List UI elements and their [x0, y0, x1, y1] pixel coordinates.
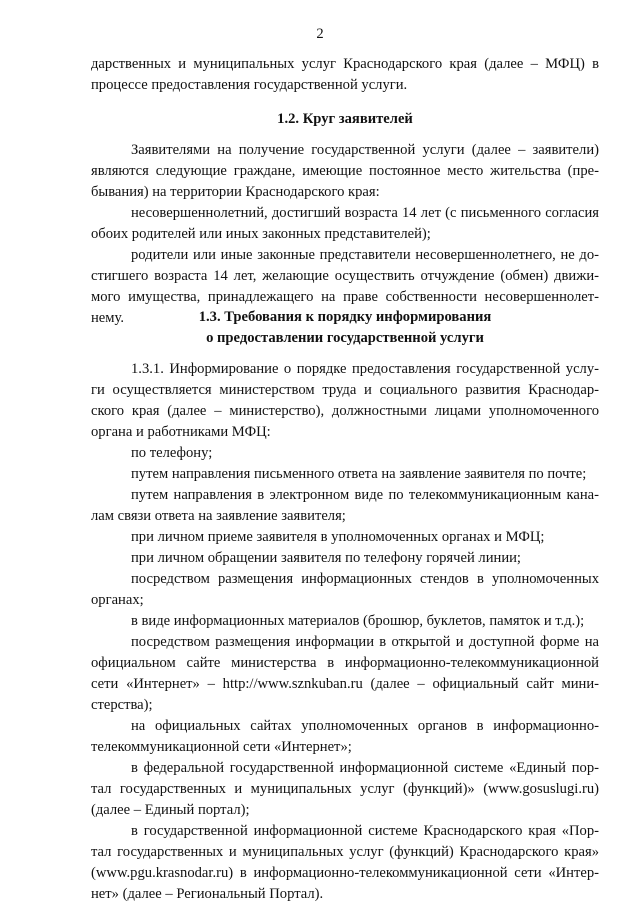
text-line: (www.pgu.krasnodar.ru) в информационно-телекоммуникационной сети «Интер- [91, 865, 599, 881]
text-line: при личном приеме заявителя в уполномоченных органах и МФЦ; [131, 529, 545, 545]
text-line: дарственных и муниципальных услуг Краснодарского края (далее – МФЦ) в [91, 56, 599, 72]
text-line: Заявителями на получение государственной услуги (далее – заявители) [131, 142, 599, 158]
section-heading-1-3 [91, 307, 599, 349]
text-line: ского края (далее – министерство), должностными лицами уполномоченного [91, 403, 599, 419]
text-line: обоих родителей или иных законных представителей); [91, 226, 431, 242]
text-line: путем направления в электронном виде по телекоммуникационным кана- [131, 487, 599, 503]
text-line: несовершеннолетний, достигший возраста 14 лет (с письменного согласия [131, 205, 599, 221]
heading-line: о предоставлении государственной услуги [206, 330, 484, 346]
text-line: тал государственных и муниципальных услуг (функций) Краснодарского края» [91, 844, 599, 860]
section-1-3-body [91, 359, 599, 905]
text-line: при личном обращении заявителя по телефону горячей линии; [131, 550, 521, 566]
text-line: нет» (далее – Региональный Портал). [91, 886, 324, 902]
text-line: посредством размещения информационных стендов в уполномоченных [131, 571, 599, 587]
text-line: стигшего возраста 14 лет, желающие осуществить отчуждение (обмен) движи- [91, 268, 599, 284]
text-line: ги осуществляется министерством труда и социального развития Краснодар- [91, 382, 599, 398]
text-line: процессе предоставления государственной услуги. [91, 77, 408, 93]
section-1-2-body [91, 140, 599, 329]
text-line: родители или иные законные представители несовершеннолетнего, не до- [131, 247, 599, 263]
text-line: органах; [91, 592, 144, 608]
section-heading-1-2: 1.2. Круг заявителей [277, 111, 413, 127]
text-line: официальном сайте министерства в информационно-телекоммуникационной [91, 655, 599, 671]
text-line: нему. [91, 310, 125, 326]
text-line: являются следующие граждане, имеющие постоянное место жительства (пре- [91, 163, 599, 179]
text-line: в виде информационных материалов (брошюр, буклетов, памяток и т.д.); [131, 613, 585, 629]
heading-line: 1.3. Требования к порядку информирования [198, 309, 492, 325]
text-line: путем направления письменного ответа на заявление заявителя по почте; [131, 466, 587, 482]
text-line: сети «Интернет» – http://www.sznkuban.ru (далее – официальный сайт мини- [91, 676, 599, 692]
text-line: лам связи ответа на заявление заявителя; [91, 508, 346, 524]
text-line: по телефону; [131, 445, 213, 461]
text-line: органа и работниками МФЦ: [91, 424, 271, 440]
text-line: в федеральной государственной информационной системе «Единый пор- [131, 760, 599, 776]
text-line: мого имущества, принадлежащего на праве собственности несовершеннолет- [91, 289, 599, 305]
text-line: телекоммуникационной сети «Интернет»; [91, 739, 352, 755]
text-line: бывания) на территории Краснодарского края: [91, 184, 380, 200]
text-line: тал государственных и муниципальных услуг (функций)» (www.gosuslugi.ru) [91, 781, 599, 797]
intro-paragraph [91, 54, 599, 96]
text-line: 1.3.1. Информирование о порядке предоставления государственной услу- [131, 361, 599, 377]
text-line: (далее – Единый портал); [91, 802, 250, 818]
text-line: посредством размещения информации в открытой и доступной форме на [131, 634, 599, 650]
text-line: в государственной информационной системе Краснодарского края «Пор- [131, 823, 599, 839]
text-line: стерства); [91, 697, 153, 713]
page-number: 2 [316, 26, 324, 42]
text-line: на официальных сайтах уполномоченных органов в информационно- [131, 718, 599, 734]
